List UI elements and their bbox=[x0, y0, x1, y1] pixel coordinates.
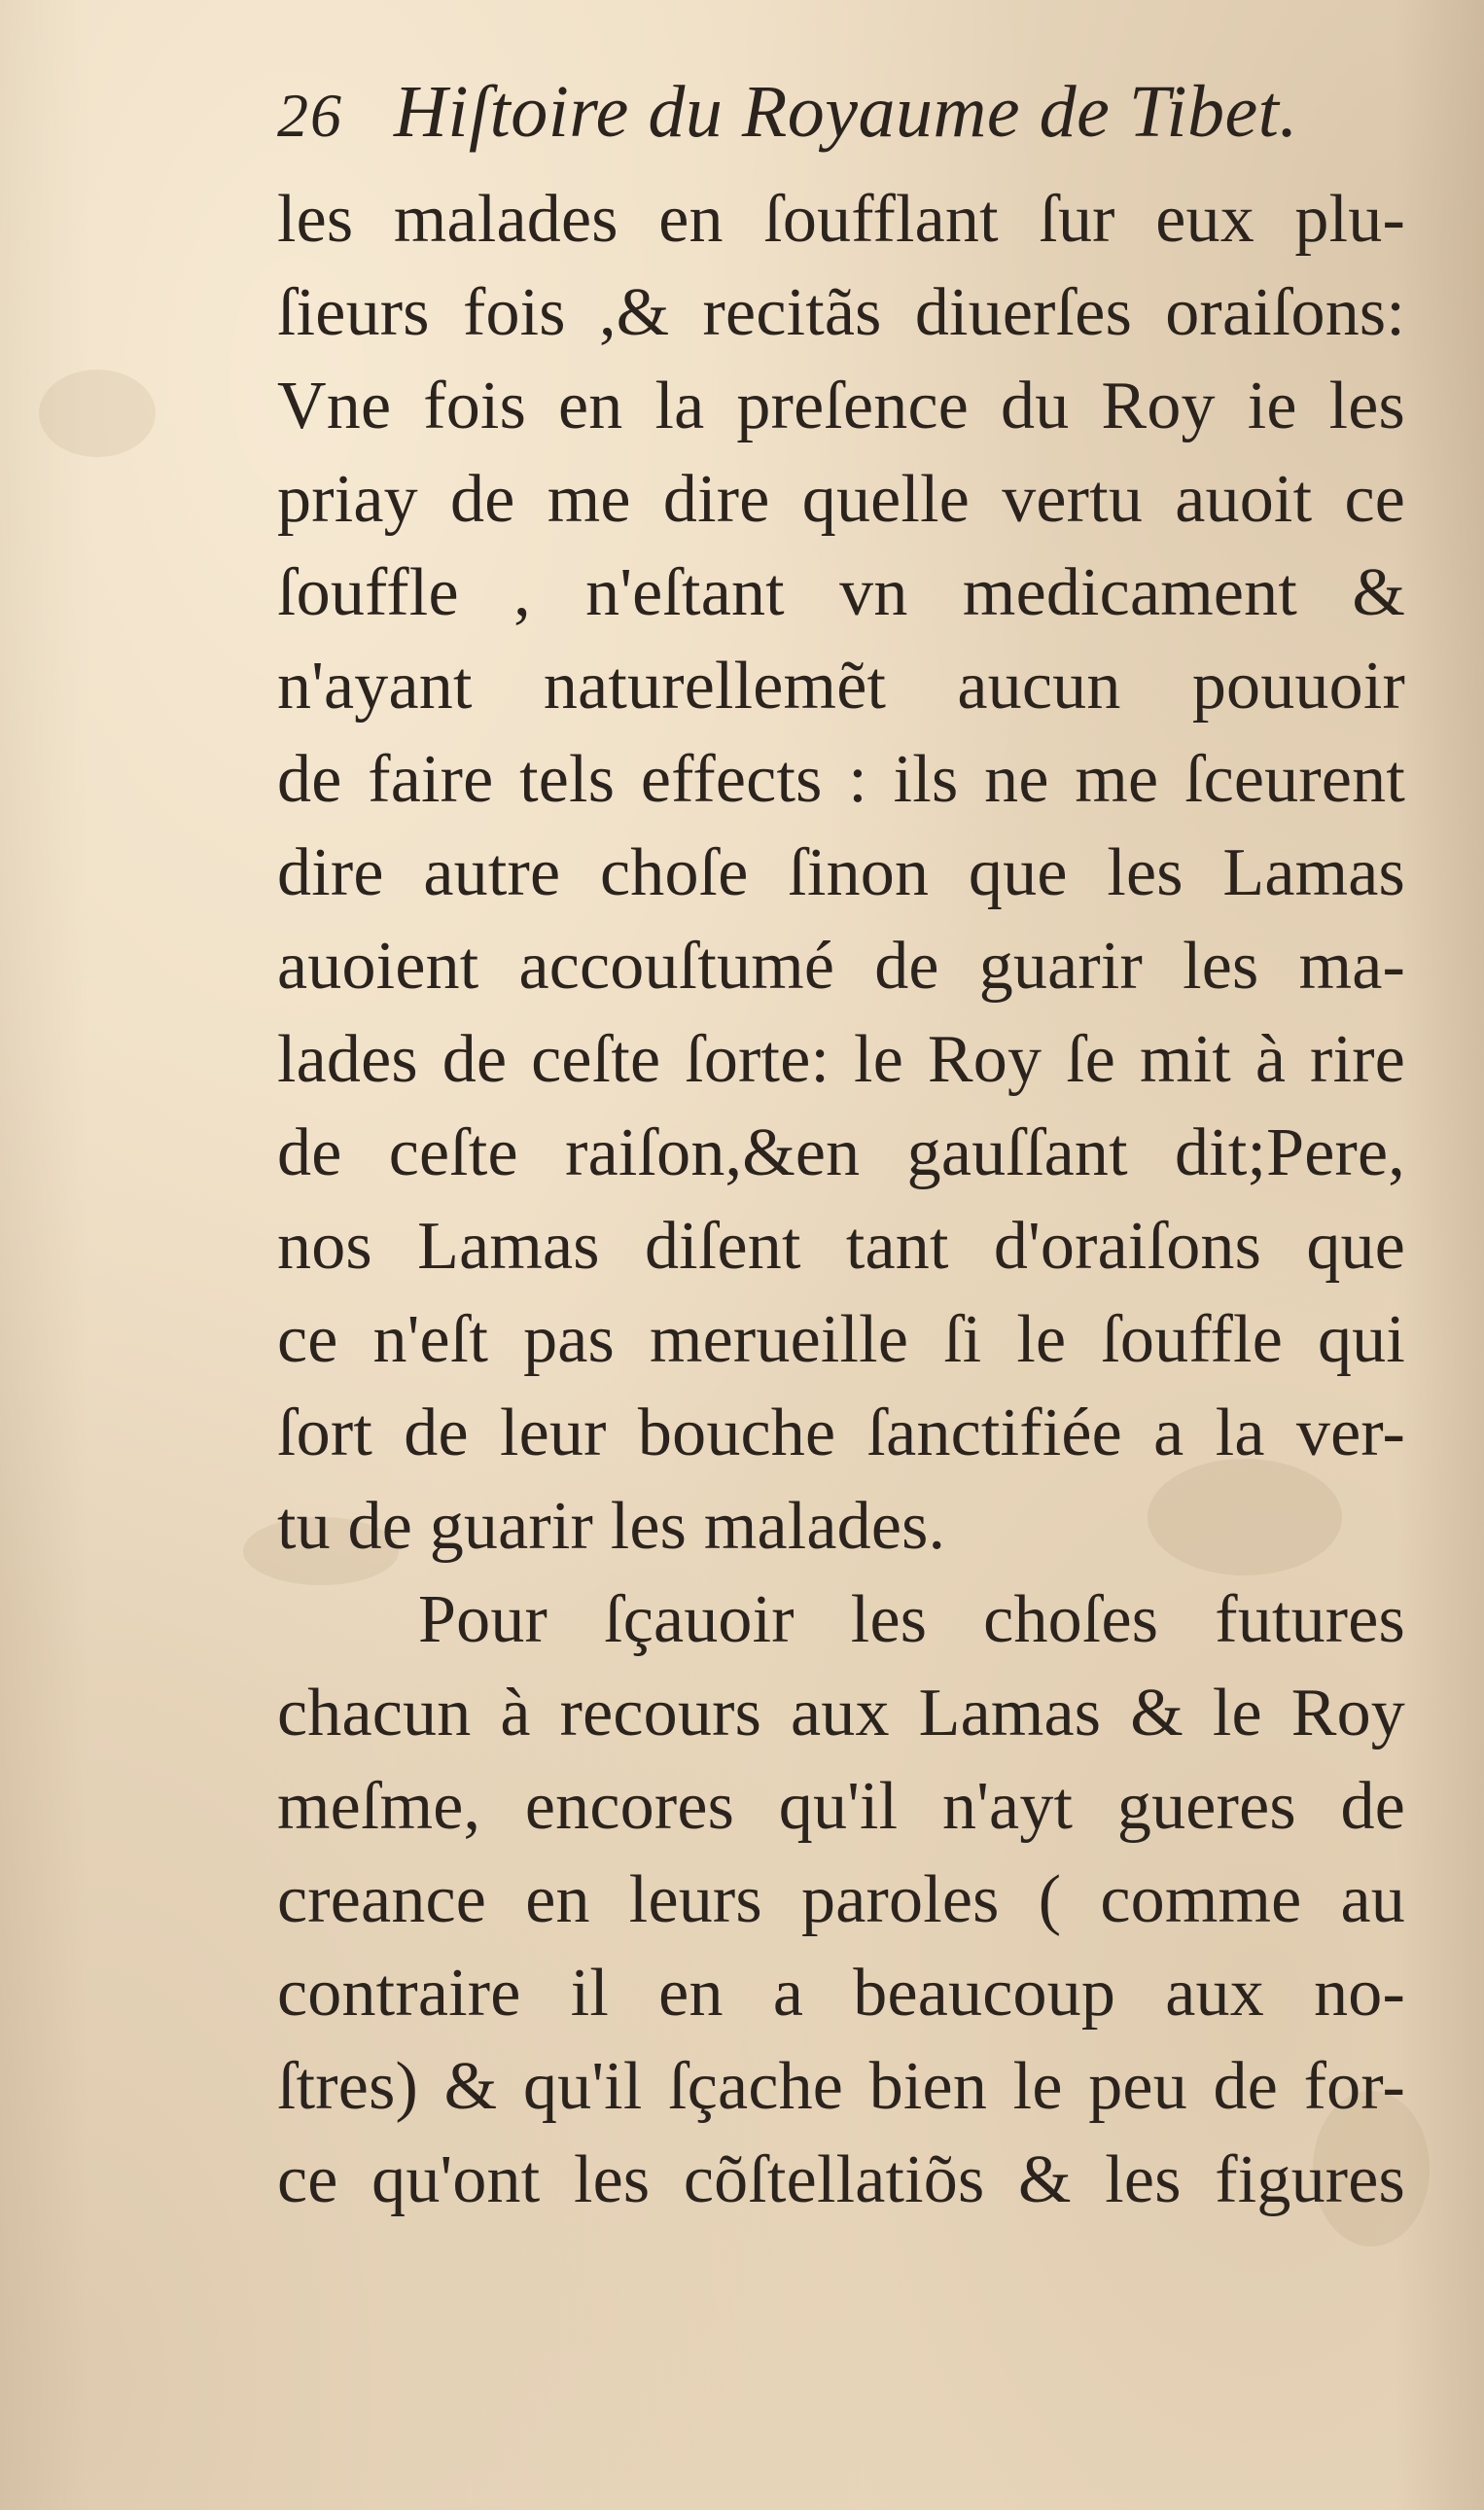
text-line: ſouffle , n'eſtant vn medicament & bbox=[277, 555, 1405, 630]
text-line: tu de guarir les malades. bbox=[277, 1489, 946, 1564]
text-line: de ceſte raiſon,&en gauſſant dit;Pere, bbox=[277, 1115, 1405, 1190]
text-line: Vne fois en la preſence du Roy ie les bbox=[277, 369, 1405, 443]
running-title: Hiſtoire du Royaume de Tibet. bbox=[394, 71, 1298, 153]
text-line: ce qu'ont les cõſtellatiõs & les figures bbox=[277, 2142, 1405, 2217]
text-line: ſieurs fois ,& recitãs diuerſes oraiſons: bbox=[277, 275, 1405, 350]
text-line: n'ayant naturellemẽt aucun pouuoir bbox=[277, 649, 1405, 724]
text-line: les malades en ſoufflant ſur eux plu- bbox=[277, 182, 1405, 257]
text-line: priay de me dire quelle vertu auoit ce bbox=[277, 462, 1405, 537]
text-line: Pour ſçauoir les choſes futures bbox=[418, 1582, 1405, 1657]
text-line: chacun à recours aux Lamas & le Roy bbox=[277, 1676, 1405, 1750]
text-line: nos Lamas diſent tant d'oraiſons que bbox=[277, 1209, 1405, 1284]
body-text bbox=[277, 173, 1405, 2227]
text-line: creance en leurs paroles ( comme au bbox=[277, 1862, 1405, 1937]
text-line: lades de ceſte ſorte: le Roy ſe mit à rire bbox=[277, 1022, 1405, 1097]
paper-stain bbox=[39, 370, 156, 457]
text-line: contraire il en a beaucoup aux no- bbox=[277, 1956, 1405, 2031]
text-line: ſtres) & qu'il ſçache bien le peu de for- bbox=[277, 2049, 1405, 2124]
text-line: meſme, encores qu'il n'ayt gueres de bbox=[277, 1769, 1405, 1844]
text-line: auoient accouſtumé de guarir les ma- bbox=[277, 929, 1405, 1004]
page-number: 26 bbox=[277, 81, 343, 150]
text-line: de faire tels effects : ils ne me ſceurent bbox=[277, 742, 1405, 817]
text-line: ſort de leur bouche ſanctifiée a la ver- bbox=[277, 1396, 1405, 1470]
text-line: dire autre choſe ſinon que les Lamas bbox=[277, 835, 1405, 910]
text-line: ce n'eſt pas merueille ſi le ſouffle qui bbox=[277, 1302, 1405, 1377]
running-header bbox=[277, 70, 1405, 167]
